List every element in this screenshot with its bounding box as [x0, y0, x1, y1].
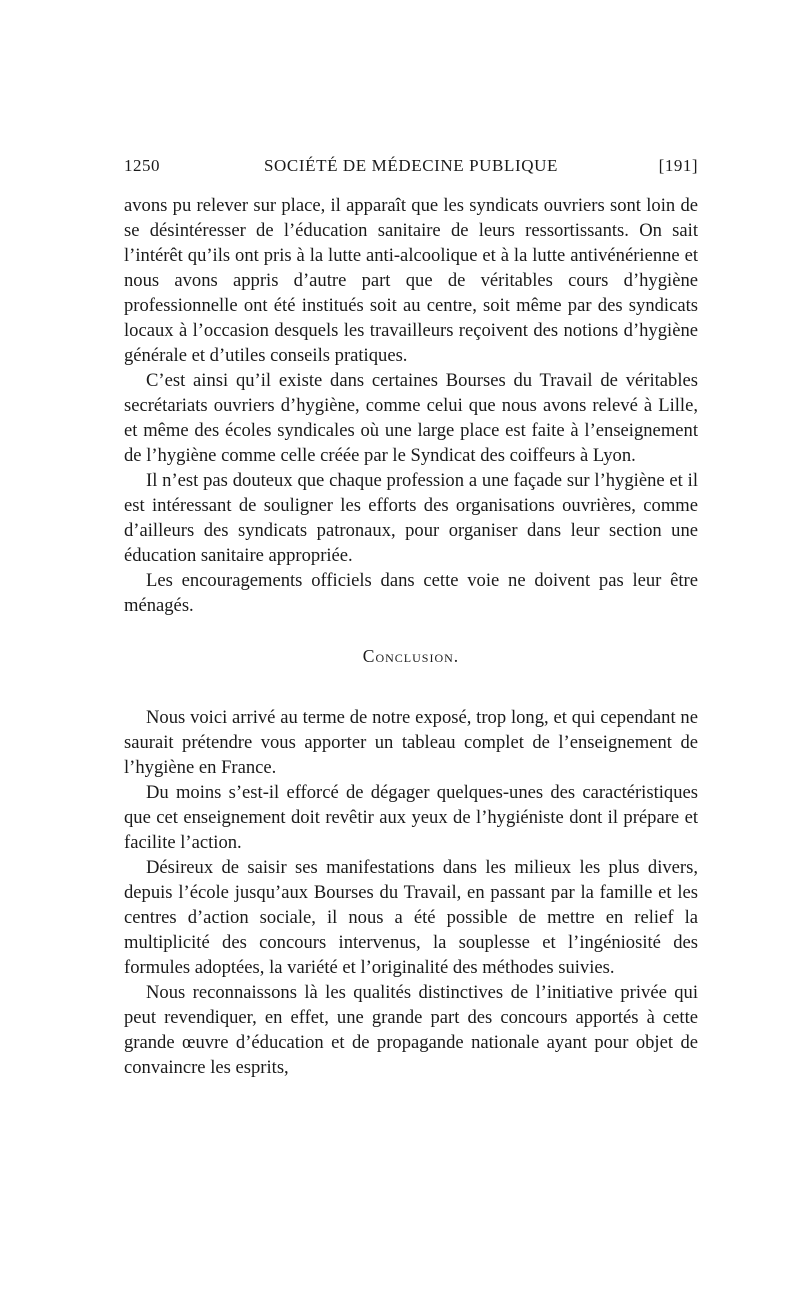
paragraph: Nous voici arrivé au terme de notre exposé, trop long, et qui cependant ne saurait prétendre vous apporter un tableau complet de l’enseignement de l’hygiène en France.	[124, 707, 698, 778]
paragraph: Les encouragements officiels dans cette voie ne doivent pas leur être ménagés.	[124, 570, 698, 616]
paragraph: C’est ainsi qu’il existe dans certaines Bourses du Travail de véritables secrétariats ouvriers d’hygiène, comme celui que nous avons relevé à Lille, et même des écoles syndicales où une large place est faite à l’enseignement de l’hygiène comme celle créée par le Syndicat des coiffeurs à Lyon.	[124, 370, 698, 466]
paragraph: Nous reconnaissons là les qualités distinctives de l’initiative privée qui peut revendiquer, en effet, une grande part des concours apportés à cette grande œuvre d’éducation et de propagande nationale ayant pour objet de convaincre les esprits,	[124, 982, 698, 1078]
page-number: 1250	[124, 156, 160, 175]
paragraph: Il n’est pas douteux que chaque profession a une façade sur l’hygiène et il est intéressant de souligner les efforts des organisations ouvrières, comme d’ailleurs des syndicats patronaux, pour organiser dans leur section une éducation sanitaire appropriée.	[124, 470, 698, 566]
page-reference: [191]	[658, 156, 698, 175]
running-title: SOCIÉTÉ DE MÉDECINE PUBLIQUE	[264, 156, 558, 175]
paragraph: Désireux de saisir ses manifestations dans les milieux les plus divers, depuis l’école jusqu’aux Bourses du Travail, en passant par la famille et les centres d’action sociale, il nous a été possible de mettre en relief la multiplicité des concours intervenus, la souplesse et l’ingéniosité des formules adoptées, la variété et l’originalité des méthodes suivies.	[124, 857, 698, 978]
section-heading: Conclusion.	[362, 646, 460, 666]
paragraph: avons pu relever sur place, il apparaît que les syndicats ouvriers sont loin de se désintéresser de l’éducation sanitaire de leurs ressortissants. On sait l’intérêt qu’ils ont pris à la lutte anti-alcoolique et à la lutte antivénérienne et nous avons appris d’autre part que de véritables cours d’hygiène professionnelle ont été institués soit au centre, soit même par des syndicats locaux à l’occasion desquels les travailleurs reçoivent des notions d’hygiène générale et d’utiles conseils pratiques.	[124, 195, 698, 366]
paragraph: Du moins s’est-il efforcé de dégager quelques-unes des caractéristiques que cet enseignement doit revêtir aux yeux de l’hygiéniste dont il prépare et facilite l’action.	[124, 782, 698, 853]
body-text	[124, 193, 698, 1080]
running-header	[124, 156, 698, 180]
